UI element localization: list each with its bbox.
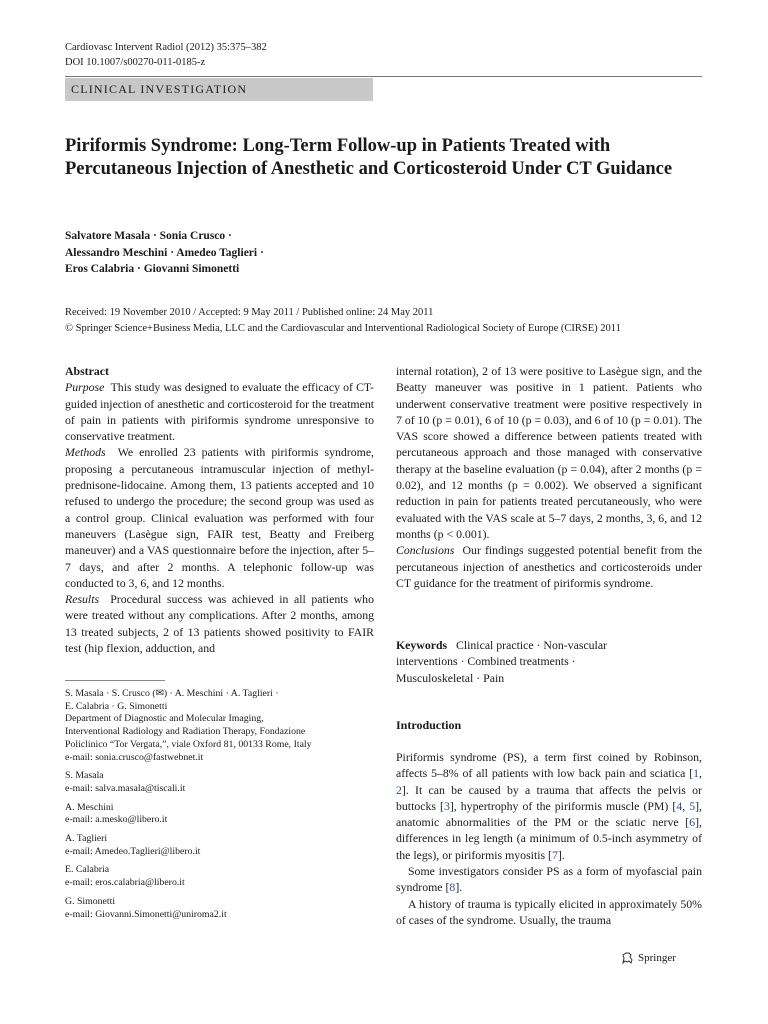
contact-name: G. Simonetti bbox=[65, 895, 116, 907]
citation-link[interactable]: 7 bbox=[551, 847, 558, 862]
purpose-text: This study was designed to evaluate the efficacy of CT-guided injection of anesthetic and corticosteroid for the treatment of pain in patients with piriformis syndrome unresponsive to conservative treatment. bbox=[65, 380, 374, 444]
intro-paragraph: Some investigators consider PS as a form of myofascial pain syndrome [8]. bbox=[396, 864, 702, 895]
intro-paragraph: Piriformis syndrome (PS), a term first coined by Robinson, affects 5–8% of all patients with low back pain and sciatica [1, 2]. It can be caused by a trauma that affects the pelvis or buttocks [3], hypertrophy of the piriformis muscle (PM) [4, 5], anatomic abnormalities of the PM or the sciatic nerve [6], differences in leg length (a minimum of 0.5-inch asymmetry of the legs), or piriformis myositis [7]. bbox=[396, 750, 702, 862]
header-rule bbox=[65, 76, 702, 77]
dates-line: Received: 19 November 2010 / Accepted: 9 May 2011 / Published online: 24 May 2011 bbox=[65, 307, 434, 318]
intro-paragraph: A history of trauma is typically elicited in approximately 50% of cases of the syndrome. Usually, the trauma bbox=[396, 896, 702, 927]
keywords bbox=[396, 637, 702, 686]
journal-header bbox=[65, 40, 267, 70]
copyright-line: © Springer Science+Business Media, LLC and the Cardiovascular and Interventional Radiological Society of Europe (CIRSE) 2011 bbox=[65, 323, 621, 334]
keywords-line: interventions · Combined treatments · bbox=[396, 654, 576, 669]
results-text: Procedural success was achieved in all patients who were treated without any complications. After 2 months, among 13 treated subjects, 2 of 13 patients showed positivity to FAIR test (hip flexion, adduction, and bbox=[65, 592, 374, 656]
citation-link[interactable]: 8 bbox=[449, 880, 456, 895]
email-link[interactable]: e-mail: Giovanni.Simonetti@uniroma2.it bbox=[65, 908, 227, 920]
abstract-right-column bbox=[396, 363, 702, 591]
methods-label: Methods bbox=[65, 445, 106, 460]
email-link[interactable]: e-mail: a.mesko@libero.it bbox=[65, 814, 168, 826]
affil-authors: E. Calabria · G. Simonetti bbox=[65, 700, 168, 712]
keywords-line: Clinical practice · Non-vascular bbox=[455, 638, 607, 652]
email-link[interactable]: e-mail: salva.masala@tiscali.it bbox=[65, 782, 186, 794]
section-label: CLINICAL INVESTIGATION bbox=[65, 78, 373, 101]
abstract-heading: Abstract bbox=[65, 364, 109, 378]
contact-name: A. Meschini bbox=[65, 801, 114, 813]
springer-horse-icon bbox=[620, 951, 634, 965]
department: Department of Diagnostic and Molecular Imaging, bbox=[65, 713, 264, 725]
introduction-heading: Introduction bbox=[396, 718, 462, 732]
keywords-line: Musculoskeletal · Pain bbox=[396, 670, 505, 685]
article-title: Piriformis Syndrome: Long-Term Follow-up in Patients Treated with Percutaneous Injection of Anesthetic and Corticosteroid Under CT Guidance bbox=[65, 136, 673, 179]
keywords-label: Keywords bbox=[396, 638, 448, 652]
abstract-left-column bbox=[65, 363, 374, 656]
author-line: Salvatore Masala · Sonia Crusco · bbox=[65, 230, 232, 242]
author-list bbox=[65, 228, 465, 278]
email-link[interactable]: e-mail: sonia.crusco@fastwebnet.it bbox=[65, 751, 204, 763]
purpose-label: Purpose bbox=[65, 380, 105, 395]
journal-citation: Cardiovasc Intervent Radiol (2012) 35:375–382 bbox=[65, 42, 267, 53]
citation-link[interactable]: 5 bbox=[689, 798, 696, 813]
publisher-mark bbox=[620, 951, 676, 965]
conclusions-label: Conclusions bbox=[396, 543, 455, 558]
affiliations bbox=[65, 688, 375, 927]
citation-link[interactable]: 3 bbox=[443, 798, 450, 813]
results-continued: internal rotation), 2 of 13 were positive to Lasègue sign, and the Beatty maneuver was positive in 1 patient. Patients who underwent conservative treatment were positive respectively in 7 of 10 (p = 0.01), 6 of 10 (p = 0.03), and 6 of 10 (p = 0.01). The VAS score showed a difference between patients treated with percutaneous approach and those managed with conservative therapy at the baseline evaluation (p = 0.04), after 2 months (p = 0.02), and 12 months (p = 0.002). We observed a significant reduction in pain for patients treated percutaneously, who were evaluated with the VAS scale at 5–7 days, 2 months, 3, 6, and 12 months (p < 0.001). bbox=[396, 364, 702, 541]
email-link[interactable]: e-mail: eros.calabria@libero.it bbox=[65, 877, 185, 889]
doi: DOI 10.1007/s00270-011-0185-z bbox=[65, 57, 206, 68]
citation-link[interactable]: 1 bbox=[693, 766, 700, 781]
email-link[interactable]: e-mail: Amedeo.Taglieri@libero.it bbox=[65, 845, 201, 857]
publisher-name: Springer bbox=[638, 952, 676, 964]
citation-link[interactable]: 2 bbox=[396, 782, 402, 797]
citation-link[interactable]: 4 bbox=[676, 798, 683, 813]
footnote-rule bbox=[65, 680, 165, 681]
publication-dates bbox=[65, 305, 715, 337]
contact-name: S. Masala bbox=[65, 770, 104, 782]
author-line: Alessandro Meschini · Amedeo Taglieri · bbox=[65, 246, 264, 259]
citation-link[interactable]: 6 bbox=[689, 815, 696, 830]
contact-name: A. Taglieri bbox=[65, 833, 108, 845]
department: Policlinico “Tor Vergata,”, viale Oxford 81, 00133 Rome, Italy bbox=[65, 738, 312, 750]
introduction-body bbox=[396, 749, 702, 928]
contact-name: E. Calabria bbox=[65, 864, 110, 876]
conclusions-text: Our findings suggested potential benefit from the percutaneous injection of anesthetics and corticosteroids under CT guidance for the treatment of piriformis syndrome. bbox=[396, 543, 702, 590]
results-label: Results bbox=[65, 592, 100, 607]
affil-authors: S. Masala · S. Crusco (✉) · A. Meschini · A. Taglieri · bbox=[65, 688, 279, 699]
methods-text: We enrolled 23 patients with piriformis syndrome, proposing a percutaneous intramuscular injection of methyl-prednisone-lidocaine. Among them, 13 patients accepted and 10 refused to undergo the procedure; the second group was used as a control group. Clinical evaluation was performed with four maneuvers (Lasègue sign, FAIR test, Beatty and Freiberg maneuver) and a VAS questionnaire before the injection, after 5–7 days, and after 2 months. A telephonic follow-up was conducted to 3, 6, and 12 months. bbox=[65, 445, 374, 590]
author-line: Eros Calabria · Giovanni Simonetti bbox=[65, 263, 240, 275]
department: Interventional Radiology and Radiation Therapy, Fondazione bbox=[65, 726, 306, 738]
